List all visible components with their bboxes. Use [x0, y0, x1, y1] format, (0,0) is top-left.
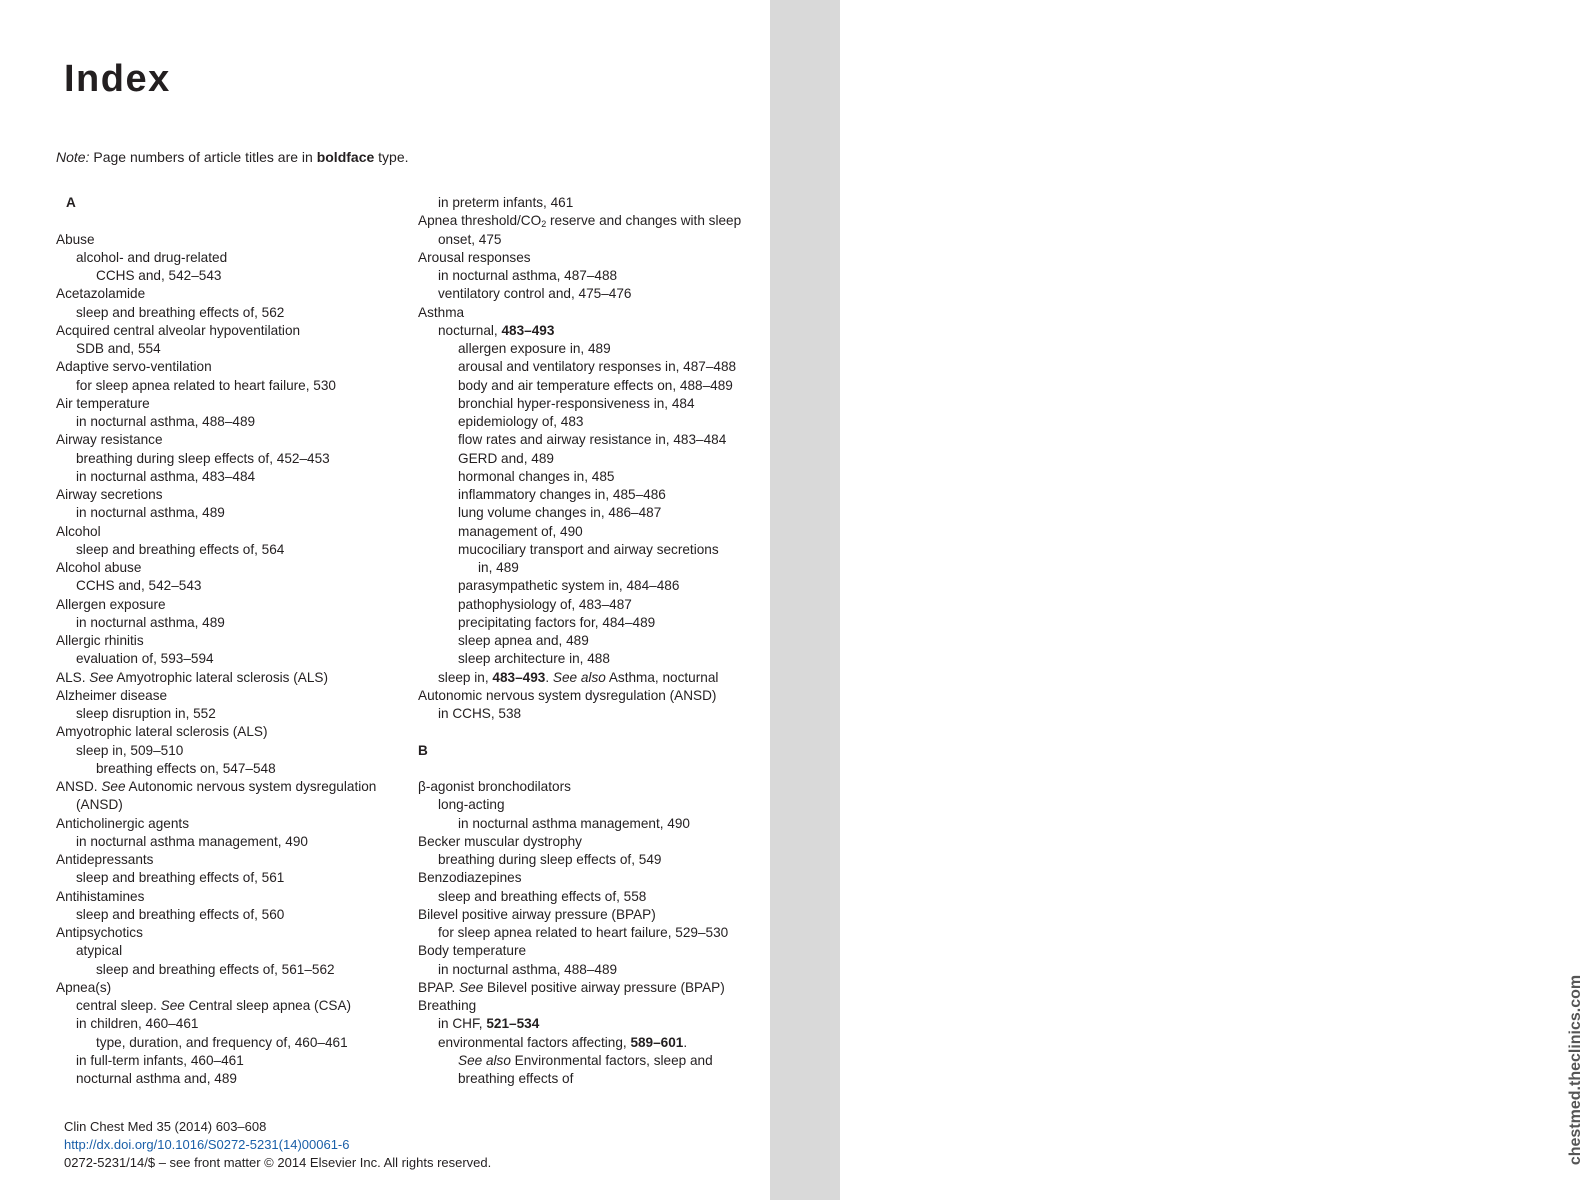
- index-subentry: [418, 1015, 768, 1033]
- index-subentry: arousal and ventilatory responses in, 487–488: [458, 359, 737, 375]
- entry-term: ALS.: [56, 669, 90, 685]
- index-subentry: sleep apnea and, 489: [458, 633, 589, 648]
- index-entry: [418, 979, 768, 997]
- entry-term: in CHF,: [438, 1016, 487, 1032]
- index-subentry: body and air temperature effects on, 488–489: [458, 377, 733, 393]
- journal-sidebar: [770, 0, 1584, 1200]
- journal-url: chestmed.theclinics.com: [1567, 974, 1584, 1166]
- index-subentry: [418, 1034, 768, 1052]
- index-entry: [418, 212, 768, 230]
- index-subentry: precipitating factors for, 484–489: [458, 614, 656, 630]
- index-subentry: flow rates and airway resistance in, 483–484: [458, 432, 727, 448]
- index-subentry: sleep in, 509–510: [76, 742, 184, 758]
- article-pages: 483–493: [492, 669, 546, 685]
- index-column-left: [56, 194, 406, 1088]
- index-subentry: breathing during sleep effects of, 549: [438, 852, 662, 867]
- index-subentry: CCHS and, 542–543: [96, 268, 222, 283]
- article-pages: 483–493: [501, 322, 555, 338]
- journal-citation: Clin Chest Med 35 (2014) 603–608: [64, 1119, 267, 1134]
- index-subentry: in nocturnal asthma, 488–489: [438, 961, 618, 977]
- index-entry: Bilevel positive airway pressure (BPAP): [418, 906, 656, 922]
- index-subentry: management of, 490: [458, 523, 583, 539]
- index-subentry: sleep and breathing effects of, 560: [76, 906, 285, 922]
- index-subentry: sleep architecture in, 488: [458, 651, 610, 667]
- entry-term: Apnea threshold/CO: [418, 213, 542, 229]
- index-entry: [56, 778, 406, 796]
- index-subentry: in nocturnal asthma, 489: [76, 614, 225, 630]
- index-subentry: for sleep apnea related to heart failure, 530: [76, 377, 336, 393]
- index-subentry: pathophysiology of, 483–487: [458, 596, 632, 612]
- index-subentry: CCHS and, 542–543: [76, 578, 202, 594]
- index-entry: Autonomic nervous system dysregulation (ANSD): [418, 687, 717, 703]
- index-subentry: in nocturnal asthma management, 490: [458, 815, 690, 831]
- index-entry: Apnea(s): [56, 979, 112, 995]
- index-entry: Antidepressants: [56, 852, 154, 867]
- spacer: [418, 723, 768, 741]
- article-pages: 589–601: [630, 1034, 684, 1050]
- index-subentry: lung volume changes in, 486–487: [458, 505, 662, 521]
- index-entry: Adaptive servo-ventilation: [56, 359, 212, 375]
- index-entry: Airway secretions: [56, 487, 163, 502]
- index-entry: Acquired central alveolar hypoventilation: [56, 322, 301, 338]
- see-also-reference: See also: [552, 669, 606, 685]
- index-entry: Acetazolamide: [56, 286, 146, 302]
- index-entry: Allergic rhinitis: [56, 633, 144, 648]
- index-entry-continuation: (ANSD): [76, 797, 123, 813]
- copyright-notice: 0272-5231/14/$ – see front matter © 2014 Elsevier Inc. All rights reserved.: [64, 1155, 492, 1170]
- see-reference: See: [101, 779, 126, 794]
- index-subentry: in nocturnal asthma, 488–489: [76, 414, 256, 429]
- index-subentry: for sleep apnea related to heart failure, 529–530: [438, 925, 729, 940]
- index-subentry: SDB and, 554: [76, 341, 161, 356]
- index-entry: Alcohol: [56, 523, 101, 539]
- index-subentry: in nocturnal asthma, 483–484: [76, 468, 256, 484]
- index-entry: Asthma: [418, 304, 465, 320]
- index-entry: Breathing: [418, 998, 477, 1013]
- subscript: 2: [541, 219, 547, 230]
- index-entry: Allergen exposure: [56, 596, 166, 612]
- doi-link[interactable]: http://dx.doi.org/10.1016/S0272-5231(14)00061-6: [64, 1137, 350, 1152]
- index-subentry: sleep and breathing effects of, 558: [438, 888, 647, 904]
- index-subentry: in nocturnal asthma, 489: [76, 505, 225, 521]
- index-subentry: [418, 322, 768, 340]
- index-entry: Alcohol abuse: [56, 560, 142, 575]
- index-subentry: inflammatory changes in, 485–486: [458, 487, 666, 502]
- index-entry: Alzheimer disease: [56, 687, 168, 703]
- note-boldface: boldface: [316, 149, 375, 165]
- entry-term: reserve and changes with sleep: [546, 213, 742, 229]
- note-label: Note:: [56, 149, 90, 165]
- page-title: Index: [64, 58, 171, 100]
- index-column-right: [418, 194, 768, 1088]
- index-subentry: type, duration, and frequency of, 460–461: [96, 1034, 348, 1050]
- index-entry: Becker muscular dystrophy: [418, 833, 582, 849]
- entry-target: Asthma, nocturnal: [605, 669, 719, 685]
- spacer: [418, 760, 768, 778]
- index-subentry: [418, 669, 768, 687]
- entry-term: nocturnal,: [438, 322, 502, 338]
- index-subentry: sleep and breathing effects of, 564: [76, 541, 285, 557]
- index-subentry: ventilatory control and, 475–476: [438, 286, 632, 302]
- index-subentry: breathing during sleep effects of, 452–453: [76, 450, 330, 466]
- index-subentry: parasympathetic system in, 484–486: [458, 578, 680, 594]
- section-heading-a: A: [66, 195, 76, 210]
- entry-term: central sleep.: [76, 998, 161, 1013]
- index-subentry: in CCHS, 538: [438, 706, 522, 721]
- index-subentry: sleep and breathing effects of, 562: [76, 304, 285, 320]
- index-entry: Amyotrophic lateral sclerosis (ALS): [56, 724, 268, 740]
- index-entry: Air temperature: [56, 395, 150, 411]
- page-footer: [64, 1118, 491, 1172]
- index-entry: Antihistamines: [56, 888, 145, 904]
- index-subentry: epidemiology of, 483: [458, 414, 584, 429]
- index-entry: Arousal responses: [418, 249, 531, 265]
- index-entry-continuation: onset, 475: [438, 231, 502, 247]
- index-subentry: in children, 460–461: [76, 1016, 199, 1032]
- index-subentry: sleep disruption in, 552: [76, 706, 216, 721]
- index-subentry: sleep and breathing effects of, 561–562: [96, 961, 335, 977]
- punctuation: .: [683, 1034, 688, 1050]
- index-entry: Airway resistance: [56, 432, 163, 448]
- index-subentry: in full-term infants, 460–461: [76, 1052, 244, 1068]
- index-subentry: in preterm infants, 461: [438, 195, 574, 210]
- punctuation: .: [545, 669, 553, 685]
- see-reference: See: [459, 979, 484, 995]
- section-heading-b: B: [418, 742, 428, 758]
- index-entry: [56, 669, 406, 687]
- note-text: Page numbers of article titles are in: [89, 149, 317, 165]
- index-subentry: GERD and, 489: [458, 450, 554, 466]
- entry-target: Bilevel positive airway pressure (BPAP): [483, 979, 725, 995]
- entry-term: ANSD.: [56, 779, 102, 794]
- index-entry: Abuse: [56, 231, 95, 247]
- index-subentry: allergen exposure in, 489: [458, 341, 611, 356]
- index-entry: Antipsychotics: [56, 925, 143, 940]
- entry-term: BPAP.: [418, 979, 460, 995]
- spacer: [56, 212, 406, 230]
- index-subentry: breathing effects on, 547–548: [96, 760, 276, 776]
- see-also-reference: See also: [458, 1052, 511, 1068]
- index-subentry: atypical: [76, 943, 123, 959]
- index-subentry: bronchial hyper-responsiveness in, 484: [458, 395, 695, 411]
- entry-target: Amyotrophic lateral sclerosis (ALS): [113, 669, 328, 685]
- entry-target: Environmental factors, sleep and: [510, 1052, 713, 1068]
- index-subentry: mucociliary transport and airway secretions: [458, 541, 719, 557]
- entry-term: sleep in,: [438, 669, 493, 685]
- index-entry: Body temperature: [418, 943, 527, 959]
- index-subentry: sleep and breathing effects of, 561: [76, 870, 285, 886]
- entry-target: Autonomic nervous system dysregulation: [125, 779, 377, 794]
- see-reference: See: [89, 669, 114, 685]
- index-subentry: [56, 997, 406, 1015]
- index-note: [56, 148, 409, 166]
- index-entry: β-agonist bronchodilators: [418, 779, 571, 794]
- entry-target: Central sleep apnea (CSA): [184, 998, 352, 1013]
- index-subentry: long-acting: [438, 797, 505, 813]
- note-text-end: type.: [374, 149, 409, 165]
- index-subentry: nocturnal asthma and, 489: [76, 1071, 237, 1086]
- index-subentry: alcohol- and drug-related: [76, 249, 228, 265]
- index-entry: Anticholinergic agents: [56, 815, 189, 831]
- index-subentry: evaluation of, 593–594: [76, 651, 214, 667]
- index-entry-continuation: [418, 1052, 768, 1070]
- see-reference: See: [160, 998, 185, 1013]
- index-subentry: in nocturnal asthma management, 490: [76, 833, 308, 849]
- index-entry-continuation: in, 489: [478, 560, 519, 575]
- index-subentry: in nocturnal asthma, 487–488: [438, 268, 618, 283]
- entry-term: environmental factors affecting,: [438, 1034, 631, 1050]
- index-entry-continuation: breathing effects of: [458, 1071, 574, 1086]
- index-subentry: hormonal changes in, 485: [458, 468, 615, 484]
- index-entry: Benzodiazepines: [418, 870, 522, 886]
- article-pages: 521–534: [486, 1016, 540, 1032]
